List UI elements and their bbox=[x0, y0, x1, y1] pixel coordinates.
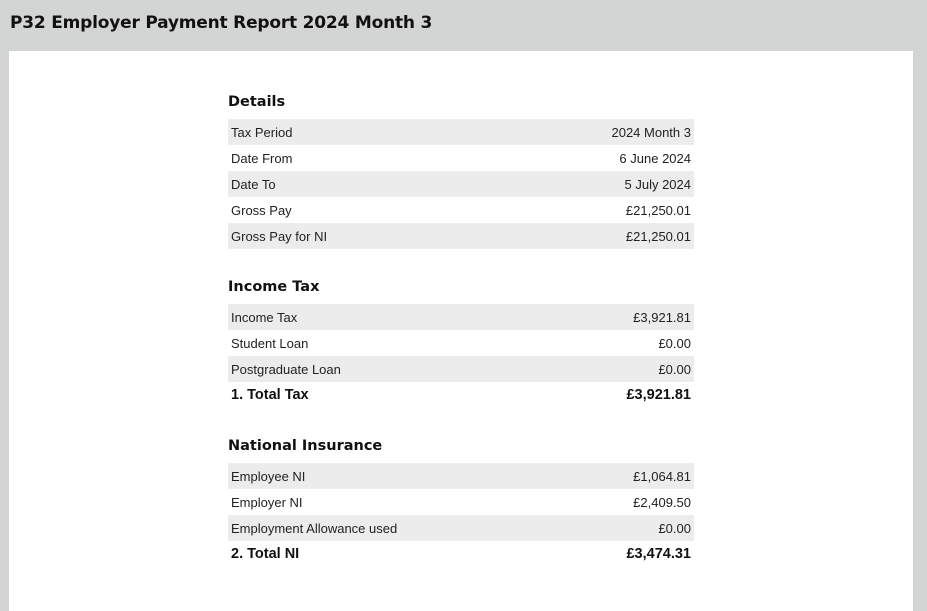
row-label: Gross Pay bbox=[231, 202, 292, 218]
total-value: £3,921.81 bbox=[626, 387, 691, 403]
row-value: £21,250.01 bbox=[625, 228, 691, 244]
row-label: Employment Allowance used bbox=[231, 520, 398, 536]
row-value: £1,064.81 bbox=[633, 468, 691, 484]
table-row bbox=[228, 330, 694, 356]
row-value: 6 June 2024 bbox=[619, 150, 691, 166]
page-title: P32 Employer Payment Report 2024 Month 3 bbox=[10, 13, 433, 33]
table-row bbox=[228, 463, 694, 489]
row-label: Date From bbox=[231, 150, 293, 166]
section-heading: Details bbox=[228, 94, 286, 110]
row-value: 5 July 2024 bbox=[624, 176, 691, 192]
row-value: £2,409.50 bbox=[633, 494, 691, 510]
row-label: Student Loan bbox=[231, 335, 309, 351]
table-row bbox=[228, 489, 694, 515]
table-row bbox=[228, 223, 694, 249]
row-label: Gross Pay for NI bbox=[231, 228, 328, 244]
row-value: £0.00 bbox=[658, 335, 691, 351]
total-row bbox=[228, 382, 694, 408]
table-row bbox=[228, 515, 694, 541]
row-value: £3,921.81 bbox=[633, 309, 691, 325]
total-value: £3,474.31 bbox=[626, 546, 691, 562]
total-label: 2. Total NI bbox=[231, 546, 300, 562]
row-label: Postgraduate Loan bbox=[231, 361, 341, 377]
row-value: 2024 Month 3 bbox=[611, 124, 691, 140]
table-row bbox=[228, 197, 694, 223]
row-value: £0.00 bbox=[658, 361, 691, 377]
row-label: Employer NI bbox=[231, 494, 303, 510]
total-label: 1. Total Tax bbox=[231, 387, 309, 403]
table-row bbox=[228, 145, 694, 171]
national-insurance-section bbox=[228, 436, 694, 567]
section-heading: Income Tax bbox=[228, 279, 320, 295]
total-row bbox=[228, 541, 694, 567]
row-label: Employee NI bbox=[231, 468, 306, 484]
table-row bbox=[228, 356, 694, 382]
table-row bbox=[228, 119, 694, 145]
table-row bbox=[228, 304, 694, 330]
table-row bbox=[228, 171, 694, 197]
row-label: Tax Period bbox=[231, 124, 293, 140]
row-label: Date To bbox=[231, 176, 276, 192]
row-value: £0.00 bbox=[658, 520, 691, 536]
income-tax-table bbox=[228, 304, 694, 408]
income-tax-section bbox=[228, 277, 694, 408]
report-content bbox=[228, 92, 694, 595]
national-insurance-table bbox=[228, 463, 694, 567]
report-panel bbox=[9, 51, 913, 611]
row-label: Income Tax bbox=[231, 309, 298, 325]
details-section bbox=[228, 92, 694, 249]
row-value: £21,250.01 bbox=[625, 202, 691, 218]
details-table bbox=[228, 119, 694, 249]
section-heading: National Insurance bbox=[228, 438, 383, 454]
